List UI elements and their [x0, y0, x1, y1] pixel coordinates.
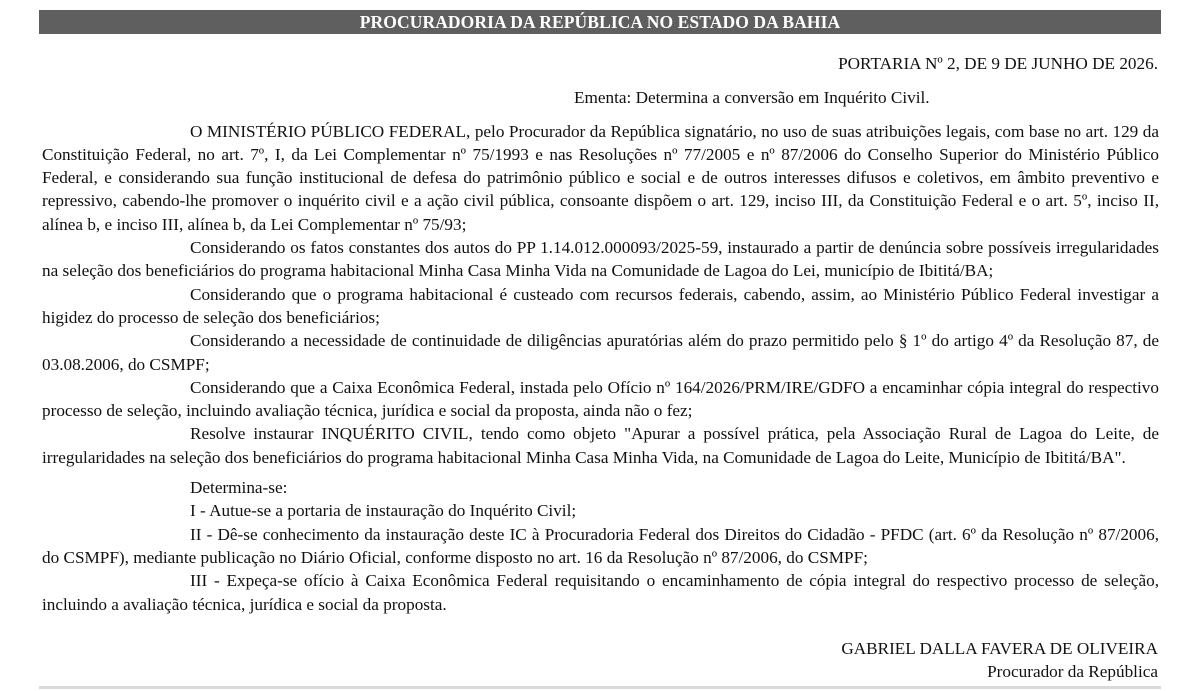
- bottom-divider: [39, 686, 1161, 689]
- paragraph-considerando-programa: Considerando que o programa habitacional é custeado com recursos federais, cabendo, assim, ao Ministério Público Federal investigar a higidez do processo de seleção dos beneficiários;: [42, 284, 1159, 327]
- paragraph-resolve: Resolve instaurar INQUÉRITO CIVIL, tendo como objeto "Apurar a possível prática, pela Associação Rural de Lagoa do Leite, de irregularidades na seleção dos beneficiários do programa habitacional Minha Casa Minha Vida, na Comunidade de Lagoa do Leite, Município de Ibititá/BA".: [42, 424, 1159, 467]
- paragraph-preamble: O MINISTÉRIO PÚBLICO FEDERAL, pelo Procurador da República signatário, no uso de suas atribuições legais, com base no art. 129 da Constituição Federal, no art. 7º, I, da Lei Complementar nº 75/1993 e nas Resoluções nº 77/2005 e nº 87/2006 do Conselho Superior do Ministério Público Federal, e considerando sua função institucional de defesa do patrimônio público e social e de outros interesses difusos e coletivos, em âmbito preventivo e repressivo, cabendo-lhe promover o inquérito civil e a ação civil pública, consoante dispõem o art. 129, inciso III, da Constituição Federal e o art. 5º, inciso II, alínea b, e inciso III, alínea b, da Lei Complementar nº 75/93;: [42, 121, 1159, 234]
- determination-item-2: II - Dê-se conhecimento da instauração deste IC à Procuradoria Federal dos Direitos do Cidadão - PFDC (art. 6º da Resolução nº 87/2006, do CSMPF), mediante publicação no Diário Oficial, conforme disposto no art. 16 da Resolução nº 87/2006, do CSMPF;: [42, 524, 1159, 567]
- determina-label: Determina-se:: [190, 478, 288, 498]
- determination-item-1: I - Autue-se a portaria de instauração do Inquérito Civil;: [190, 501, 577, 521]
- paragraph-considerando-diligencias: Considerando a necessidade de continuidade de diligências apuratórias além do prazo permitido pelo § 1º do artigo 4º da Resolução 87, de 03.08.2006, do CSMPF;: [42, 331, 1159, 374]
- ementa: Ementa: Determina a conversão em Inquérito Civil.: [574, 88, 930, 108]
- document-body: [42, 52, 1159, 683]
- signatory-role: Procurador da República: [987, 662, 1158, 682]
- paragraph-considerando-caixa: Considerando que a Caixa Econômica Federal, instada pelo Ofício nº 164/2026/PRM/IRE/GDFO a encaminhar cópia integral do respectivo processo de seleção, incluindo avaliação técnica, jurídica e social da proposta, ainda não o fez;: [42, 377, 1159, 421]
- institution-header: PROCURADORIA DA REPÚBLICA NO ESTADO DA BAHIA: [39, 10, 1161, 34]
- portaria-title: PORTARIA Nº 2, DE 9 DE JUNHO DE 2026.: [838, 54, 1158, 73]
- signatory-name: GABRIEL DALLA FAVERA DE OLIVEIRA: [841, 638, 1158, 658]
- determination-item-3: III - Expeça-se ofício à Caixa Econômica Federal requisitando o encaminhamento de cópia integral do respectivo processo de seleção, incluindo a avaliação técnica, jurídica e social da proposta.: [42, 571, 1159, 614]
- paragraph-considerando-fatos: Considerando os fatos constantes dos autos do PP 1.14.012.000093/2025-59, instaurado a partir de denúncia sobre possíveis irregularidades na seleção dos beneficiários do programa habitacional Minha Casa Minha Vida na Comunidade de Lagoa do Lei, município de Ibititá/BA;: [42, 238, 1159, 281]
